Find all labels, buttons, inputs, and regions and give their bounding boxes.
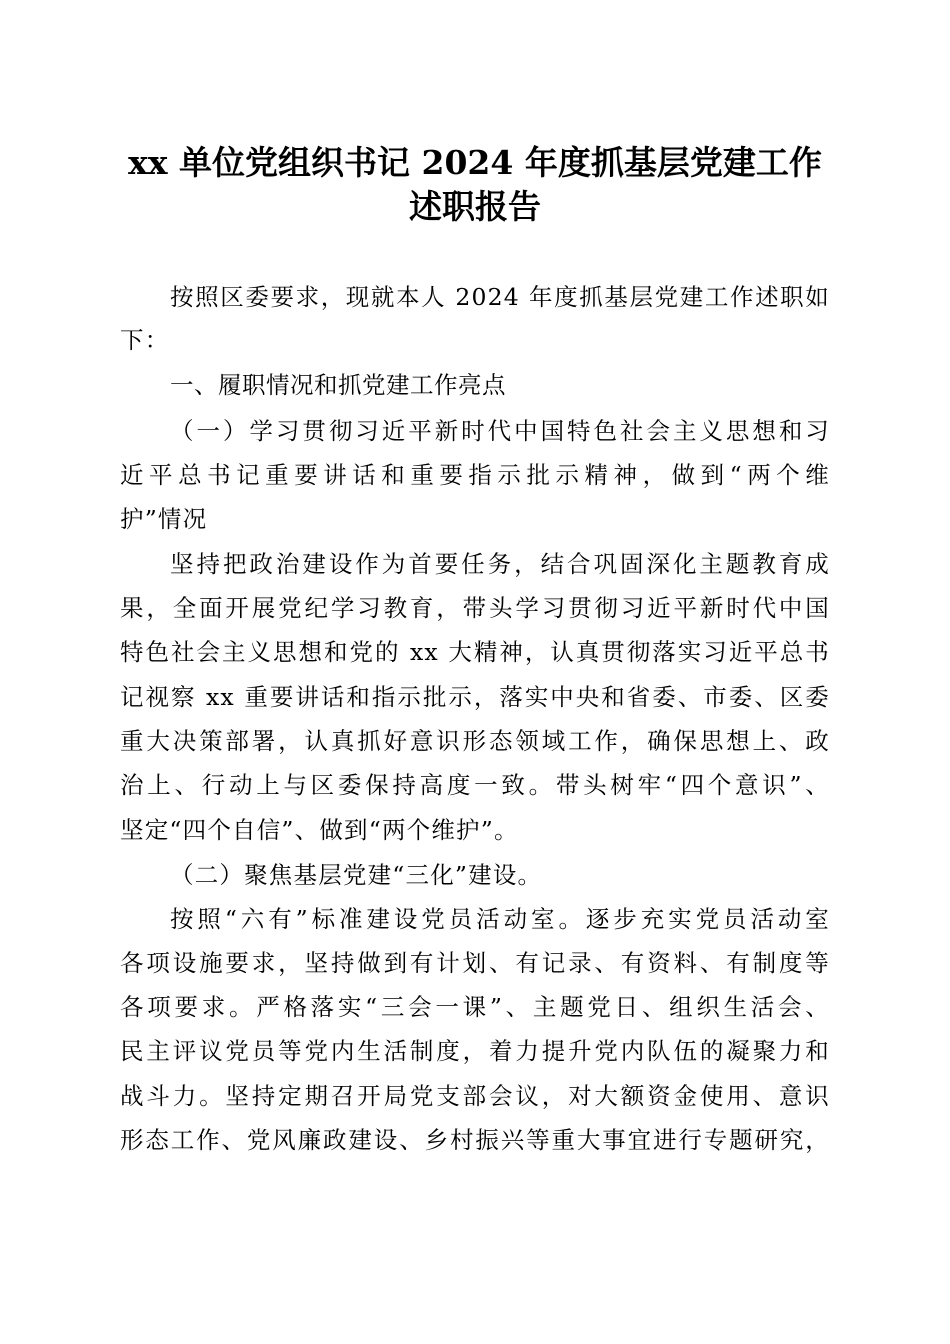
body-paragraph-line: 坚持把政治建设作为首要任务，结合巩固深化主题教育成 <box>170 550 830 578</box>
body-paragraph-line: 治上、行动上与区委保持高度一致。带头树牢“四个意识”、 <box>120 771 830 799</box>
intro-paragraph-line: 按照区委要求，现就本人 2024 年度抓基层党建工作述职如 <box>170 283 830 311</box>
body-paragraph-line: 各项设施要求，坚持做到有计划、有记录、有资料、有制度等 <box>120 949 830 977</box>
subsection-heading-line: 近平总书记重要讲话和重要指示批示精神，做到“两个维 <box>120 461 830 489</box>
body-paragraph-line: 按照“六有”标准建设党员活动室。逐步充实党员活动室 <box>170 905 830 933</box>
body-paragraph-line: 记视察 xx 重要讲话和指示批示，落实中央和省委、市委、区委 <box>120 683 830 711</box>
section-heading: 一、履职情况和抓党建工作亮点 <box>170 371 506 399</box>
body-paragraph-line: 果，全面开展党纪学习教育，带头学习贯彻习近平新时代中国 <box>120 594 830 622</box>
body-paragraph-line: 坚定“四个自信”、做到“两个维护”。 <box>120 816 519 844</box>
document-title-line-2: 述职报告 <box>409 187 541 226</box>
body-paragraph-line: 特色社会主义思想和党的 xx 大精神，认真贯彻落实习近平总书 <box>120 638 830 666</box>
subsection-heading: （二）聚焦基层党建“三化”建设。 <box>170 861 543 889</box>
body-paragraph-line: 各项要求。严格落实“三会一课”、主题党日、组织生活会、 <box>120 993 830 1021</box>
body-paragraph-line: 形态工作、党风廉政建设、乡村振兴等重大事宜进行专题研究， <box>120 1126 830 1154</box>
subsection-heading-line: （一）学习贯彻习近平新时代中国特色社会主义思想和习 <box>170 417 830 445</box>
intro-paragraph-line: 下： <box>120 326 170 354</box>
body-paragraph-line: 战斗力。坚持定期召开局党支部会议，对大额资金使用、意识 <box>120 1082 830 1110</box>
body-paragraph-line: 民主评议党员等党内生活制度，着力提升党内队伍的凝聚力和 <box>120 1037 830 1065</box>
subsection-heading-line: 护”情况 <box>120 505 208 533</box>
body-paragraph-line: 重大决策部署，认真抓好意识形态领域工作，确保思想上、政 <box>120 727 830 755</box>
document-title-line-1: xx 单位党组织书记 2024 年度抓基层党建工作 <box>128 143 822 182</box>
